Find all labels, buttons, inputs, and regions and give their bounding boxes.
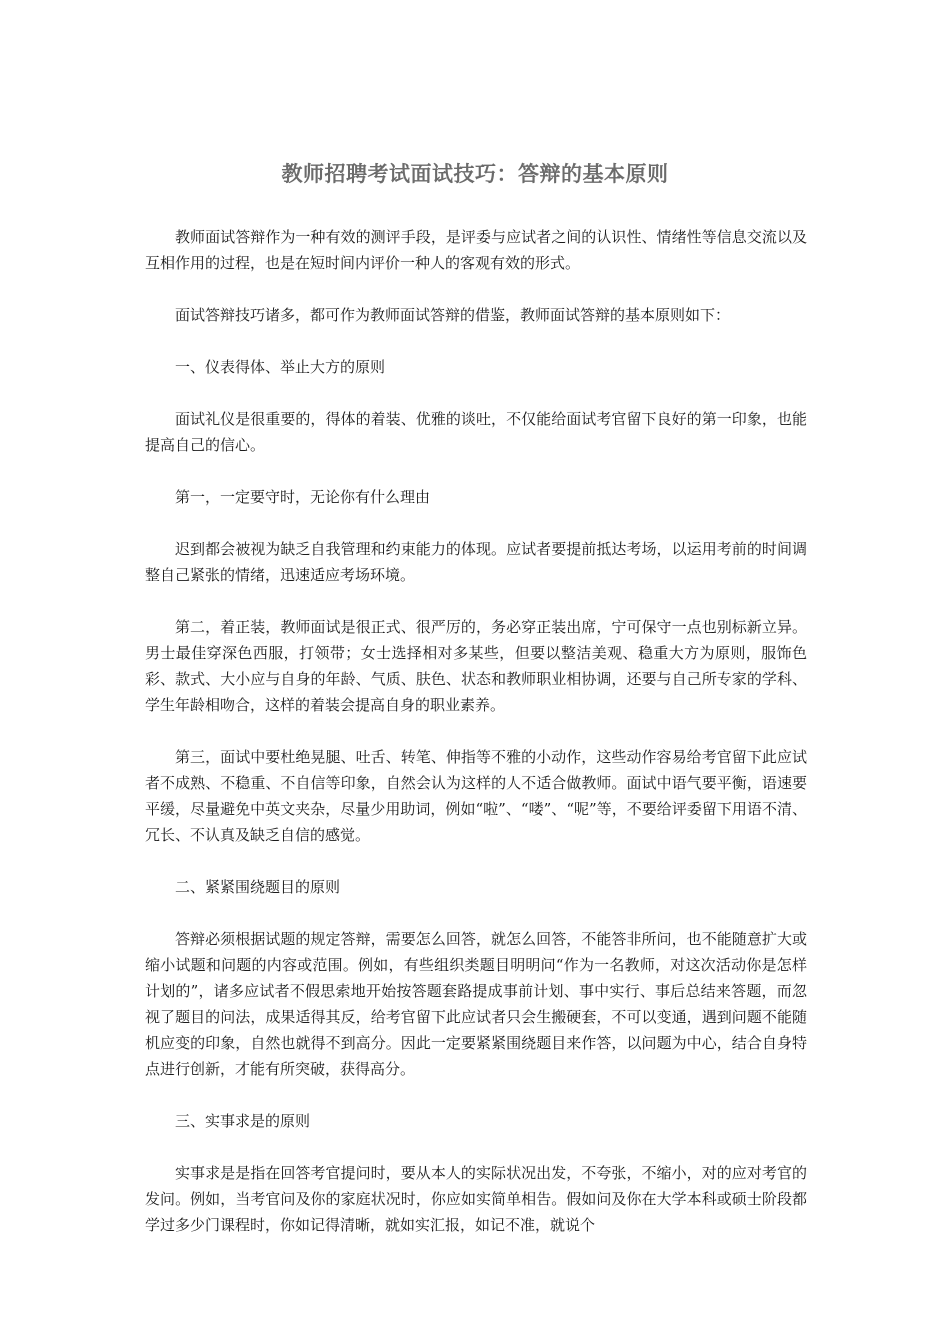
section-heading-1: 一、仪表得体、举止大方的原则 xyxy=(175,358,386,376)
document-title: 教师招聘考试面试技巧：答辩的基本原则 xyxy=(281,162,669,186)
document-body xyxy=(145,224,807,1264)
paragraph-intro: 教师面试答辩作为一种有效的测评手段，是评委与应试者之间的认识性、情绪性等信息交流以及互相作用的过程，也是在短时间内评价一种人的客观有效的形式。 xyxy=(145,228,807,272)
paragraph-punctuality: 迟到都会被视为缺乏自我管理和约束能力的体现。应试者要提前抵达考场，以运用考前的时间调整自己紧张的情绪，迅速适应考场环境。 xyxy=(145,540,807,584)
paragraph-focus-topic: 答辩必须根据试题的规定答辩，需要怎么回答，就怎么回答，不能答非所问，也不能随意扩大或缩小试题和问题的内容或范围。例如，有些组织类题目明明问“作为一名教师，对这次活动你是怎样计划的”，诸多应试者不假思索地开始按答题套路提成事前计划、事中实行、事后总结来答题，而忽视了题目的问法，成果适得其反，给考官留下此应试者只会生搬硬套，不可以变通，遇到问题不能随机应变的印象，自然也就得不到高分。因此一定要紧紧围绕题目来作答，以问题为中心，结合自身特点进行创新，才能有所突破，获得高分。 xyxy=(145,930,807,1078)
section-heading-2: 二、紧紧围绕题目的原则 xyxy=(175,878,341,896)
paragraph-principles-lead: 面试答辩技巧诸多，都可作为教师面试答辩的借鉴，教师面试答辩的基本原则如下： xyxy=(175,306,731,324)
section-heading-3: 三、实事求是的原则 xyxy=(175,1112,311,1130)
paragraph-behavior: 第三，面试中要杜绝晃腿、吐舌、转笔、伸指等不雅的小动作，这些动作容易给考官留下此应试者不成熟、不稳重、不自信等印象，自然会认为这样的人不适合做教师。面试中语气要平衡，语速要平缓，尽量避免中英文夹杂，尽量少用助词，例如“啦”、“喽”、“呢”等，不要给评委留下用语不清、冗长、不认真及缺乏自信的感觉。 xyxy=(145,748,807,844)
paragraph-etiquette: 面试礼仪是很重要的，得体的着装、优雅的谈吐，不仅能给面试考官留下良好的第一印象，也能提高自己的信心。 xyxy=(145,410,807,454)
subheading-punctuality: 第一，一定要守时，无论你有什么理由 xyxy=(175,488,431,506)
paragraph-truthfulness: 实事求是是指在回答考官提问时，要从本人的实际状况出发，不夸张，不缩小，对的应对考官的发问。例如，当考官问及你的家庭状况时，你应如实简单相告。假如问及你在大学本科或硕士阶段都学过多少门课程时，你如记得清晰，就如实汇报，如记不准，就说个 xyxy=(145,1164,807,1234)
paragraph-attire: 第二，着正装，教师面试是很正式、很严厉的，务必穿正装出席，宁可保守一点也别标新立异。男士最佳穿深色西服，打领带；女士选择相对多某些，但要以整洁美观、稳重大方为原则，服饰色彩、款式、大小应与自身的年龄、气质、肤色、状态和教师职业相协调，还要与自己所专家的学科、学生年龄相吻合，这样的着装会提高自身的职业素养。 xyxy=(145,618,807,714)
